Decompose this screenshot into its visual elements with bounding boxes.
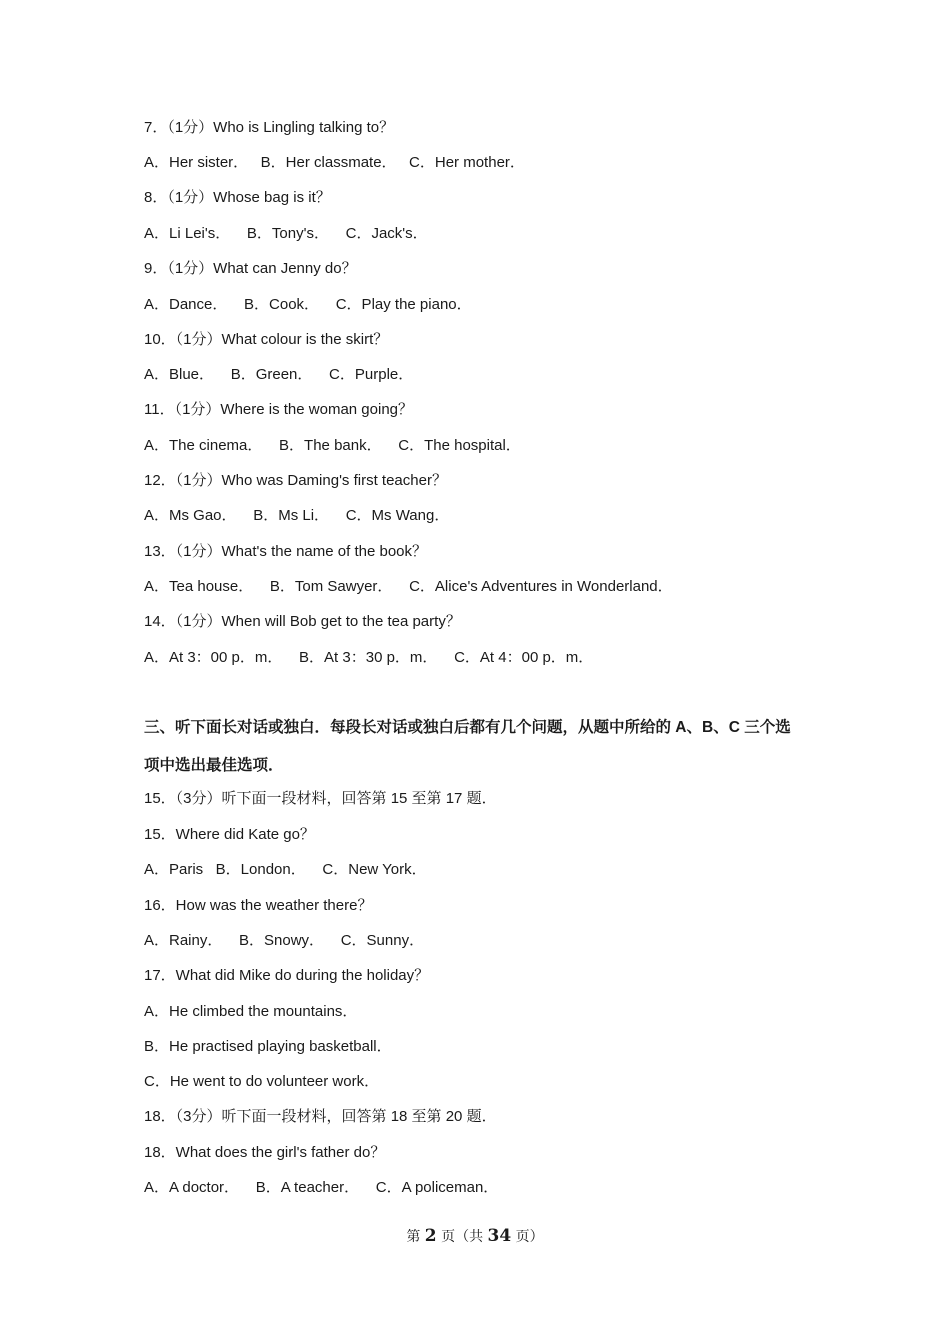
question-stem: 11．（1分）Where is the woman going？: [144, 401, 414, 418]
question-options: A．Li Lei's． B．Tony's． C．Jack's．: [144, 225, 428, 242]
question-stem: 16．How was the weather there？: [144, 897, 373, 914]
question-option: B．He practised playing basketball．: [144, 1038, 392, 1055]
question-stem: 12．（1分）Who was Daming's first teacher？: [144, 472, 447, 489]
question-stem: 14．（1分）When will Bob get to the tea party？: [144, 613, 461, 630]
question-options: A．Rainy． B．Snowy． C．Sunny．: [144, 932, 425, 949]
footer-suffix: 页）: [511, 1229, 544, 1245]
question-stem: 9．（1分）What can Jenny do？: [144, 260, 357, 277]
material-instruction: 15．（3分）听下面一段材料，回答第 15 至第 17 题．: [144, 790, 497, 807]
footer-prefix: 第: [406, 1229, 425, 1245]
section-heading-continued: 项中选出最佳选项．: [144, 757, 284, 774]
question-options: A．Ms Gao． B．Ms Li． C．Ms Wang．: [144, 507, 450, 524]
question-options: A．A doctor． B．A teacher． C．A policeman．: [144, 1179, 499, 1196]
question-stem: 10．（1分）What colour is the skirt？: [144, 331, 389, 348]
question-options: A．Dance． B．Cook． C．Play the piano．: [144, 296, 472, 313]
material-instruction: 18．（3分）听下面一段材料，回答第 18 至第 20 题．: [144, 1108, 497, 1125]
question-option: C．He went to do volunteer work．: [144, 1073, 380, 1090]
question-options: A．Paris B．London． C．New York．: [144, 861, 427, 878]
question-stem: 13．（1分）What's the name of the book？: [144, 543, 428, 560]
question-option: A．He climbed the mountains．: [144, 1003, 358, 1020]
question-options: A．Tea house． B．Tom Sawyer． C．Alice's Adventures in Wonderland．: [144, 578, 673, 595]
section-heading: 三、听下面长对话或独白．每段长对话或独白后都有几个问题，从题中所给的 A、B、C 三个选: [144, 719, 791, 736]
question-stem: 15．Where did Kate go？: [144, 826, 315, 843]
page-footer: [0, 1226, 950, 1247]
question-options: A．At 3：00 p．m． B．At 3：30 p．m． C．At 4：00 p．m．: [144, 649, 594, 666]
question-stem: 7．（1分）Who is Lingling talking to？: [144, 119, 395, 136]
question-stem: 18．What does the girl's father do？: [144, 1144, 386, 1161]
question-stem: 17．What did Mike do during the holiday？: [144, 967, 430, 984]
question-stem: 8．（1分）Whose bag is it？: [144, 189, 331, 206]
footer-middle: 页（共: [436, 1229, 488, 1245]
question-options: A．Blue． B．Green． C．Purple．: [144, 366, 414, 383]
question-options: A．The cinema． B．The bank． C．The hospital．: [144, 437, 521, 454]
current-page-number: 2: [424, 1226, 437, 1246]
total-page-count: 34: [487, 1226, 512, 1246]
question-options: A．Her sister． B．Her classmate． C．Her mother．: [144, 154, 525, 171]
